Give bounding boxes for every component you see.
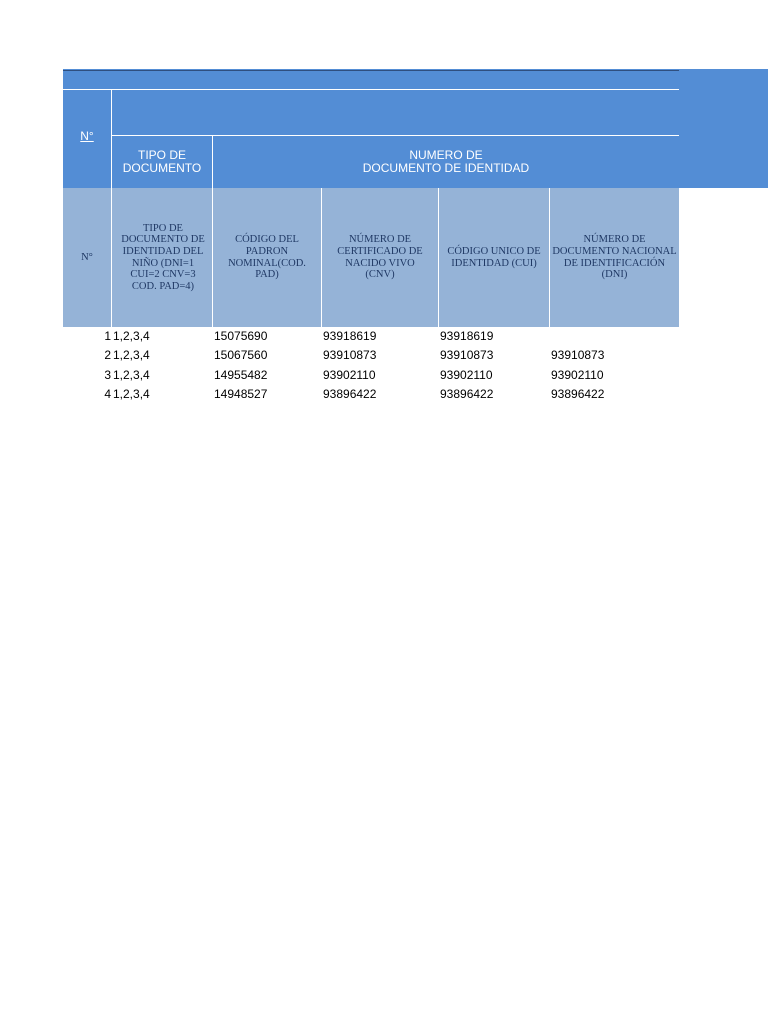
header-divider	[112, 135, 679, 136]
subheader-no-label: N°	[81, 251, 93, 263]
cell-cnv: 93910873	[323, 348, 377, 362]
cell-tipo: 1,2,3,4	[113, 387, 150, 401]
cell-cnv: 93902110	[323, 368, 376, 382]
subheader-codigo-cui: CÓDIGO UNICO DE IDENTIDAD (CUI)	[447, 245, 541, 269]
subheader-numero-cnv: NÚMERO DE CERTIFICADO DE NACIDO VIVO (CNV)	[337, 234, 423, 281]
cell-tipo: 1,2,3,4	[113, 329, 150, 343]
cell-dni: 93910873	[551, 348, 605, 362]
cell-cui: 93918619	[440, 329, 494, 343]
header-tipo-documento: TIPO DE DOCUMENTO	[122, 148, 202, 175]
cell-pad: 14948527	[214, 387, 268, 401]
cell-cui: 93896422	[440, 387, 494, 401]
cell-dni: 93896422	[551, 387, 605, 401]
cell-n: 3	[104, 368, 111, 382]
header-no-label: N°	[80, 129, 94, 143]
cell-tipo: 1,2,3,4	[113, 348, 150, 362]
header-numero-documento: NUMERO DE DOCUMENTO DE IDENTIDAD	[362, 148, 530, 175]
cell-tipo: 1,2,3,4	[113, 368, 150, 382]
subheader-numero-dni: NÚMERO DE DOCUMENTO NACIONAL DE IDENTIFICACIÓN (DNI)	[552, 234, 677, 281]
cell-n: 4	[104, 387, 111, 401]
cell-pad: 15067560	[214, 348, 268, 362]
cell-cui: 93902110	[440, 368, 493, 382]
subheader-divider	[212, 188, 213, 327]
cell-n: 2	[104, 348, 111, 362]
cell-cnv: 93896422	[323, 387, 377, 401]
cell-cui: 93910873	[440, 348, 494, 362]
cell-dni: 93902110	[551, 368, 604, 382]
header-extension-block	[679, 69, 768, 188]
cell-pad: 14955482	[214, 368, 268, 382]
subheader-divider	[321, 188, 322, 327]
subheader-tipo-detalle: TIPO DE DOCUMENTO DE IDENTIDAD DEL NIÑO (DNI=1 CUI=2 CNV=3 COD. PAD=4)	[121, 222, 205, 292]
cell-pad: 15075690	[214, 329, 268, 343]
header-divider	[63, 89, 679, 90]
subheader-divider	[111, 188, 112, 327]
cell-n: 1	[104, 329, 111, 343]
header-divider	[63, 70, 679, 71]
cell-cnv: 93918619	[323, 329, 377, 343]
subheader-codigo-padron: CÓDIGO DEL PADRON NOMINAL(COD. PAD)	[228, 234, 306, 281]
